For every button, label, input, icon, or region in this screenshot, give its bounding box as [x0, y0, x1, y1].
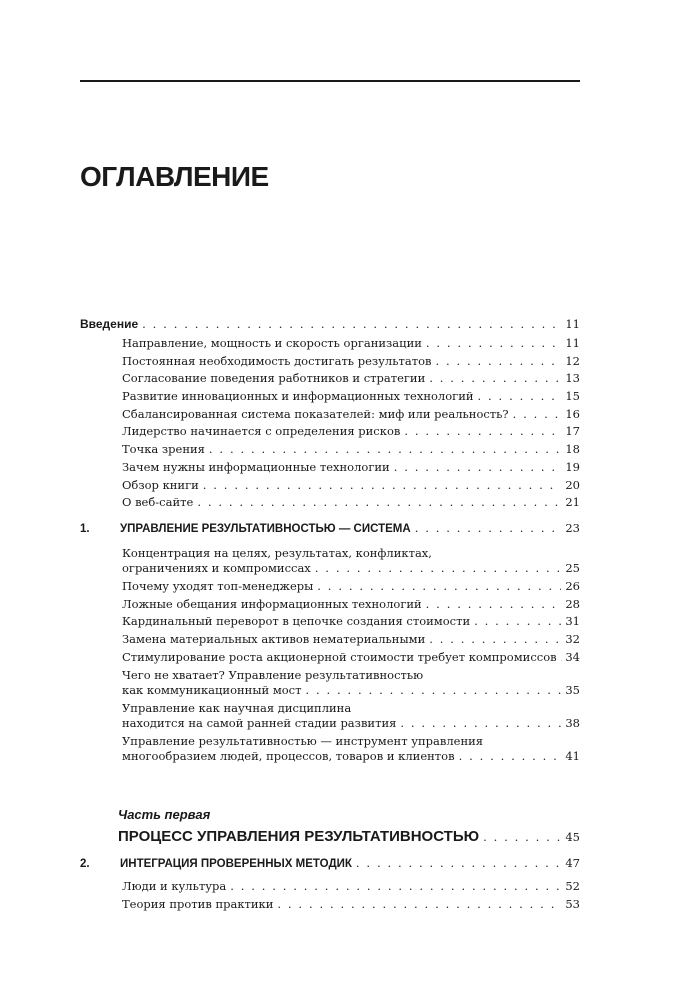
toc-subentry[interactable]: [80, 668, 580, 701]
dot-leader: [435, 354, 561, 368]
toc-subentry-title: Ложные обещания информационных технологий: [122, 596, 422, 611]
toc-subentry-title: Направление, мощность и скорость организации: [122, 336, 422, 350]
toc-subentry[interactable]: [80, 701, 580, 734]
toc-page-number: 28: [565, 596, 580, 611]
toc-entry-title: ИНТЕГРАЦИЯ ПРОВЕРЕННЫХ МЕТОДИК: [120, 858, 352, 871]
dot-leader: [203, 478, 562, 492]
dot-leader: [306, 683, 562, 697]
toc-page-number: 15: [565, 389, 580, 404]
toc-page-number: 41: [565, 749, 580, 764]
toc-subentry-title: Точка зрения: [122, 442, 205, 457]
toc-subentry-title: Люди и культура: [122, 879, 227, 894]
dot-leader: [478, 389, 562, 403]
table-of-contents: [80, 317, 580, 914]
toc-page-number: 45: [565, 830, 580, 845]
toc-subentry[interactable]: [80, 734, 580, 767]
toc-page-number: 11: [565, 336, 580, 350]
toc-subentry[interactable]: [80, 460, 580, 478]
toc-subentry[interactable]: [80, 879, 580, 897]
toc-subentry-title: ограничениях и компромиссах: [122, 561, 311, 576]
toc-page-number: 31: [565, 614, 580, 629]
dot-leader: [483, 824, 561, 850]
toc-subentry[interactable]: [80, 371, 580, 389]
toc-subentry[interactable]: [80, 546, 580, 579]
toc-subentry-title: О веб-сайте: [122, 495, 194, 510]
dot-leader: [277, 897, 561, 911]
toc-subentry[interactable]: [80, 478, 580, 496]
toc-page-number: 20: [565, 477, 580, 492]
toc-subentry[interactable]: [80, 614, 580, 632]
toc-page-number: 18: [565, 442, 580, 457]
toc-subentry[interactable]: [80, 424, 580, 442]
toc-subentry[interactable]: [80, 897, 580, 915]
toc-entry-title: УПРАВЛЕНИЕ РЕЗУЛЬТАТИВНОСТЬЮ — СИСТЕМА: [120, 522, 411, 535]
top-rule: [80, 80, 580, 82]
part-kicker: Часть первая: [118, 807, 211, 823]
toc-subentry-title: Сбалансированная система показателей: миф или реальность?: [122, 406, 509, 421]
toc-subentry-title: многообразием людей, процессов, товаров и клиентов: [122, 749, 455, 764]
toc-page-number: 47: [565, 856, 580, 871]
toc-page-number: 35: [565, 683, 580, 697]
toc-subentry-title: Лидерство начинается с определения рисков: [122, 424, 401, 439]
toc-page-number: 34: [565, 649, 580, 664]
toc-subentry-title-line: Управление результативностью — инструмент управления: [122, 733, 484, 748]
toc-subentry-title: Стимулирование роста акционерной стоимости требует компромиссов: [122, 649, 557, 664]
toc-subentry-title: Обзор книги: [122, 477, 199, 492]
spacer: [80, 767, 580, 805]
toc-subentry-title: находится на самой ранней стадии развития: [122, 716, 397, 731]
toc-page-number: 12: [565, 353, 580, 368]
toc-page-number: 11: [565, 317, 580, 331]
toc-subentry[interactable]: [80, 354, 580, 372]
dot-leader: [513, 407, 562, 421]
dot-leader: [426, 336, 561, 350]
dot-leader: [561, 650, 562, 664]
dot-leader: [426, 597, 562, 611]
page-title: ОГЛАВЛЕНИЕ: [80, 161, 269, 192]
toc-subentry-title: Почему уходят топ-менеджеры: [122, 579, 314, 594]
toc-page-number: 13: [565, 371, 580, 386]
dot-leader: [429, 632, 561, 646]
toc-entry-title: Введение: [80, 317, 139, 331]
dot-leader: [142, 317, 561, 331]
toc-subentry[interactable]: [80, 495, 580, 513]
dot-leader: [459, 749, 562, 763]
spacer: [80, 513, 580, 521]
dot-leader: [429, 371, 561, 385]
toc-page-number: 21: [565, 495, 580, 510]
chapter-number: 2.: [80, 858, 90, 871]
toc-entry-intro[interactable]: [80, 317, 580, 336]
toc-entry-chapter-1[interactable]: [80, 521, 580, 540]
toc-page-number: 17: [565, 424, 580, 439]
toc-subentry[interactable]: [80, 336, 580, 354]
toc-subentry-title: Кардинальный переворот в цепочке создания стоимости: [122, 614, 471, 629]
dot-leader: [404, 424, 561, 438]
toc-page-number: 53: [565, 896, 580, 911]
toc-subentry[interactable]: [80, 597, 580, 615]
dot-leader: [415, 521, 562, 535]
toc-subentry-title: Согласование поведения работников и стратегии: [122, 371, 426, 386]
dot-leader: [315, 561, 562, 575]
toc-subentry-title: Зачем нужны информационные технологии: [122, 459, 390, 474]
toc-page-number: 32: [565, 632, 580, 647]
toc-subentry[interactable]: [80, 407, 580, 425]
dot-leader: [356, 856, 561, 870]
dot-leader: [400, 716, 561, 730]
toc-page-number: 19: [565, 459, 580, 474]
toc-subentry-title: Постоянная необходимость достигать результатов: [122, 353, 432, 368]
toc-subentry[interactable]: [80, 389, 580, 407]
toc-subentry[interactable]: [80, 650, 580, 668]
toc-page-number: 25: [565, 561, 580, 576]
dot-leader: [474, 614, 561, 628]
toc-page-number: 16: [565, 406, 580, 421]
toc-page-number: 23: [565, 520, 580, 535]
chapter-number: 1.: [80, 522, 90, 535]
dot-leader: [209, 442, 561, 456]
toc-entry-chapter-2[interactable]: [80, 856, 580, 875]
toc-subentry-title-line: Чего не хватает? Управление результативностью: [122, 667, 424, 682]
dot-leader: [230, 879, 561, 893]
toc-subentry-title-line: Управление как научная дисциплина: [122, 700, 352, 715]
toc-subentry[interactable]: [80, 579, 580, 597]
toc-page-number: 52: [565, 879, 580, 894]
dot-leader: [317, 579, 561, 593]
toc-subentry-title: Развитие инновационных и информационных технологий: [122, 389, 474, 404]
toc-subentry[interactable]: [80, 632, 580, 650]
toc-subentry-title: как коммуникационный мост: [122, 683, 302, 697]
toc-entry-title: ПРОЦЕСС УПРАВЛЕНИЯ РЕЗУЛЬТАТИВНОСТЬЮ: [118, 828, 480, 846]
toc-subentry-title: Замена материальных активов нематериальными: [122, 632, 426, 647]
dot-leader: [394, 460, 562, 474]
dot-leader: [197, 495, 561, 509]
toc-page-number: 38: [565, 716, 580, 731]
toc-subentry[interactable]: [80, 442, 580, 460]
toc-entry-part-1[interactable]: [80, 824, 580, 850]
toc-page-number: 26: [565, 579, 580, 594]
toc-subentry-title-line: Концентрация на целях, результатах, конфликтах,: [122, 545, 432, 560]
toc-subentry-title: Теория против практики: [122, 896, 274, 911]
